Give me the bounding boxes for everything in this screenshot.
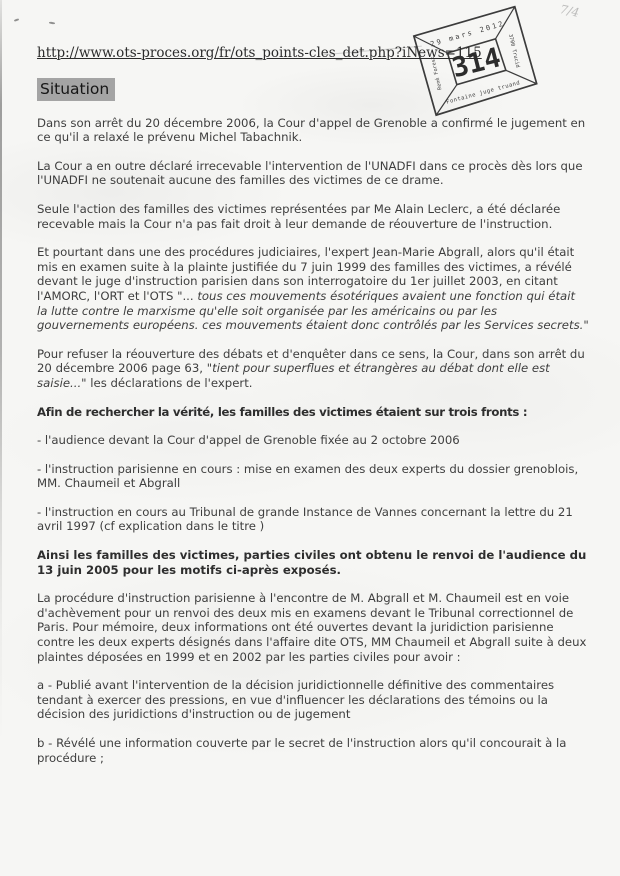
quoted-text: tous ces mouvements ésotériques avaient une fonction qui était la lutte contre le marxisme qu'elle soit organisée par les américains ou par les gouvernements européens. ces mouvements étaient donc contrôlés par les Services secrets. [37,288,584,333]
para-unadfi: La Cour a en outre déclaré irrecevable l'intervention de l'UNADFI dans ce procès dès lors que l'UNADFI ne soutenait aucune des familles des victimes de ce drame. [37,158,583,188]
para-leclerc: Seule l'action des familles des victimes représentées par Me Alain Leclerc, a été déclarée recevable mais la Cour n'a pas fait droit à leur demande de réouverture de l'instruction. [37,201,561,231]
heading-renvoi-audience: Ainsi les familles des victimes, parties civiles ont obtenu le renvoi de l'audience du 13 juin 2005 pour les motifs ci-après exposés. [37,548,587,577]
heading-trois-fronts: Afin de rechercher la vérité, les familles des victimes étaient sur trois fronts : [37,404,528,419]
list-item-audience-grenoble: - l'audience devant la Cour d'appel de Grenoble fixée au 2 octobre 2006 [37,433,460,448]
quoted-text: tient pour superflues et étrangères au débat dont elle est saisie... [37,361,550,390]
url-line [37,46,589,61]
list-item-instruction-parisienne: - l'instruction parisienne en cours : mise en examen des deux experts du dossier grenoblois, MM. Chaumeil et Abgrall [37,461,579,491]
paragraph-text: " [583,318,589,333]
stamp-number: 314 [448,42,504,85]
document-body [37,46,589,779]
list-item-instruction-vannes: - l'instruction en cours au Tribunal de grande Instance de Vannes concernant la lettre du 21 avril 1997 (cf explication dans le titre ) [37,504,573,534]
paragraph-text: " les déclarations de l'expert. [81,375,253,390]
stamp-right-text: 3700 Trucid [506,33,521,69]
para-abgrall-revelation [37,245,589,333]
paragraph-text: Et pourtant dans une des procédures judiciaires, l'expert Jean-Marie Abgrall, alors qu'il était mis en examen suite à la plainte justifiée du 7 juin 1999 des familles des victimes, a révélé devant le juge d'instruction parisien dans son interrogatoire du 1er juillet 2003, en citant l'AMORC, l'ORT et l'OTS "... [37,245,575,303]
stamp-left-text: René Forest [429,55,444,91]
scan-speck [49,22,55,25]
para-refus-reouverture [37,347,589,391]
stamp-date: 29 mars 2012 [429,19,506,49]
item-b-revele: b - Révélé une information couverte par le secret de l'instruction alors qu'il concourait à la procédure ; [37,736,567,765]
stamp-bottom-text: Fontaine juge truand [445,80,521,106]
item-a-publie: a - Publié avant l'intervention de la décision juridictionnelle définitive des commentaires tendant à exercer des pressions, en vue d'influencer les déclarations des témoins ou la décision des juridictions d'instruction ou de jugement [37,678,555,722]
source-url: http://www.ots-proces.org/fr/ots_points-cles_det.php?iNews=115 [37,45,482,61]
paragraph-text: Pour refuser la réouverture des débats et d'enquêter dans ce sens, la Cour, dans son arrêt du 20 décembre 2006 page 63, " [37,346,585,376]
para-procedure-instruction: La procédure d'instruction parisienne à l'encontre de M. Abgrall et M. Chaumeil est en voie d'achèvement pour un renvoi des deux mis en examens devant le Tribunal correctionnel de Paris. Pour mémoire, deux informations ont été ouvertes devant la juridiction parisienne contre les deux experts désignés dans l'affaire dite OTS, MM Chaumeil et Abgrall suite à deux plaintes déposées en 1999 et en 2002 par les parties civiles pour avoir : [37,591,587,664]
para-arret-grenoble: Dans son arrêt du 20 décembre 2006, la Cour d'appel de Grenoble a confirmé le jugement en ce qu'il a relaxé le prévenu Michel Tabachnik. [37,115,586,145]
scan-speck [14,18,19,22]
pencil-mark: 7/4 [558,2,581,20]
scan-edge-artifact [0,0,2,876]
section-heading: Situation [37,78,115,101]
